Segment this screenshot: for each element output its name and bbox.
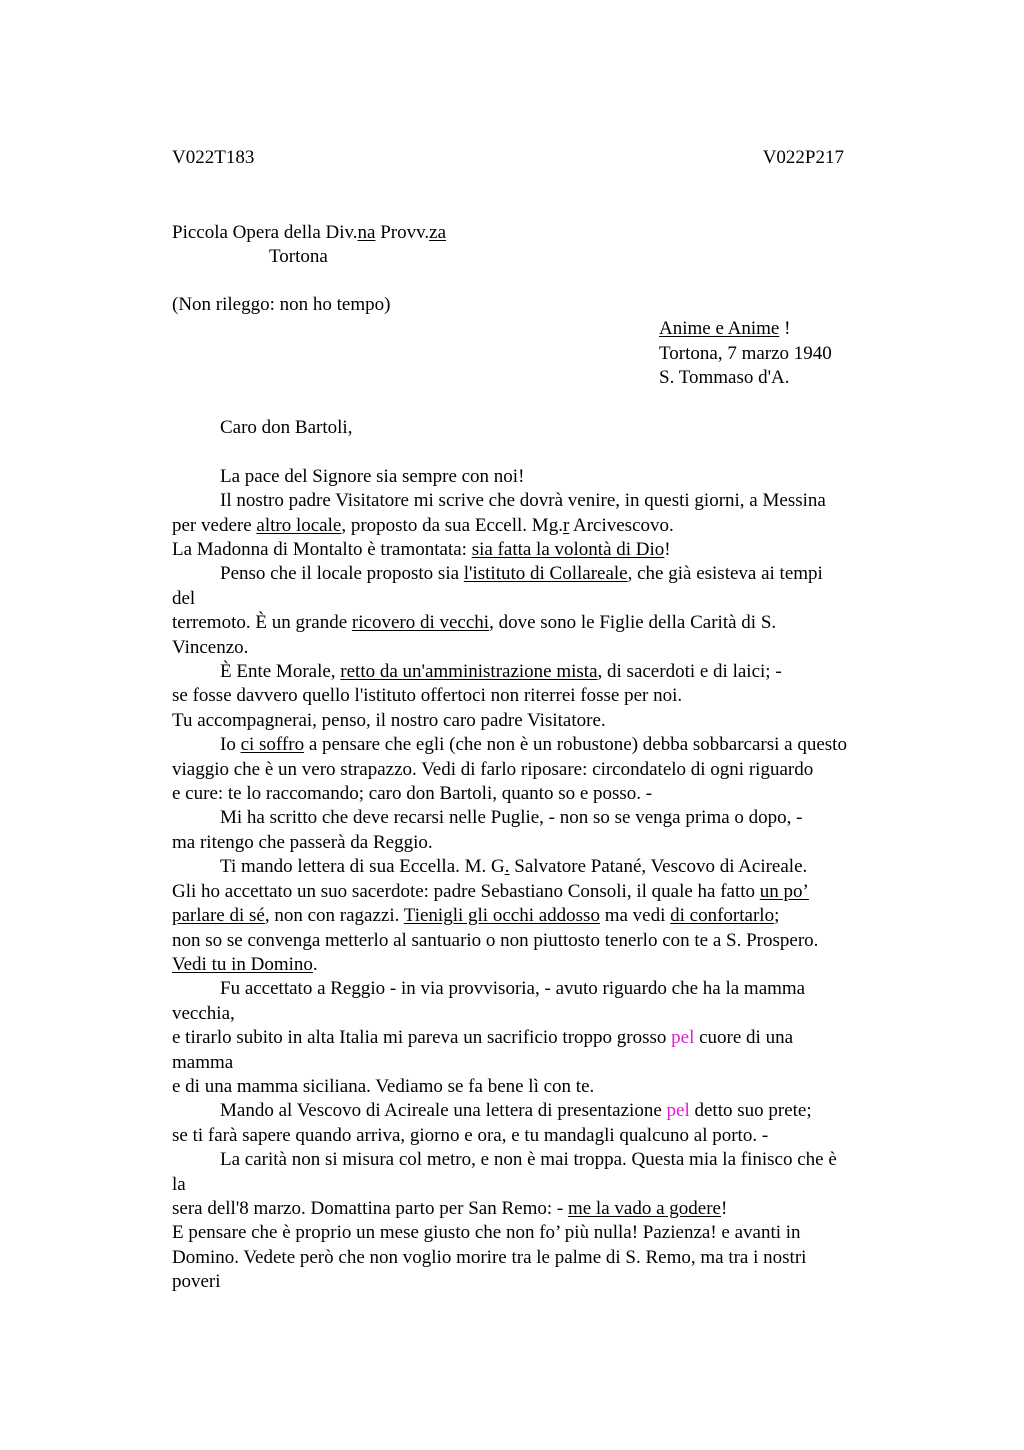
greeting: La pace del Signore sia sempre con noi! (220, 465, 525, 487)
text-line: È Ente Morale, retto da un'amministrazione mista, di sacerdoti e di laici; - (220, 661, 782, 683)
volume-code-left: V022T183 (172, 147, 255, 168)
text-line: sera dell'8 marzo. Domattina parto per San Remo: - me la vado a godere! (172, 1197, 728, 1219)
text-line: e di una mamma siciliana. Vediamo se fa bene lì con te. (172, 1075, 595, 1097)
highlighted-word: pel (666, 1100, 690, 1122)
highlighted-word: pel (671, 1027, 695, 1049)
text-line: La carità non si misura col metro, e non è mai troppa. Questa mia la finisco che è (220, 1149, 837, 1171)
date-block (659, 317, 832, 391)
text-line: ma ritengo che passerà da Reggio. (172, 831, 433, 853)
text-line: Gli ho accettato un suo sacerdote: padre Sebastiano Consoli, il quale ha fatto un po’ (172, 880, 809, 902)
text-line: Mando al Vescovo di Acireale una lettera di presentazione pel detto suo prete; (220, 1100, 812, 1122)
text-line: e tirarlo subito in alta Italia mi pareva un sacrificio troppo grosso pel cuore di una (172, 1027, 794, 1049)
text-line: non so se convenga metterlo al santuario o non piuttosto tenerlo con te a S. Prospero. (172, 929, 819, 951)
text-line: viaggio che è un vero strapazzo. Vedi di farlo riposare: circondatelo di ogni riguardo (172, 758, 814, 780)
text-line: vecchia, (172, 1002, 235, 1024)
text-line: se ti farà sapere quando arriva, giorno e ora, e tu mandagli qualcuno al porto. - (172, 1124, 769, 1146)
text-line: Vincenzo. (172, 636, 249, 658)
text-line: per vedere altro locale, proposto da sua Eccell. Mg.r Arcivescovo. (172, 514, 674, 536)
letter-body (172, 416, 902, 1295)
letterhead-city: Tortona (269, 246, 328, 267)
text-line: se fosse davvero quello l'istituto offertoci non riterrei fosse per noi. (172, 685, 683, 707)
text-line: Tu accompagnerai, penso, il nostro caro padre Visitatore. (172, 709, 606, 731)
text-line: poveri (172, 1271, 221, 1293)
feast-day: S. Tommaso d'A. (659, 367, 790, 388)
text-line: E pensare che è proprio un mese giusto che non fo’ più nulla! Pazienza! e avanti in (172, 1222, 801, 1244)
text-line: Penso che il locale proposto sia l'istituto di Collareale, che già esisteva ai tempi (220, 563, 823, 585)
text-line: Io ci soffro a pensare che egli (che non è un robustone) debba sobbarcarsi a questo (220, 734, 847, 756)
text-line: mamma (172, 1051, 234, 1073)
letterhead (172, 221, 446, 269)
text-line: del (172, 587, 196, 609)
text-line: La Madonna di Montalto è tramontata: sia fatta la volontà di Dio! (172, 539, 671, 561)
text-line: la (172, 1173, 186, 1195)
text-line: e cure: te lo raccomando; caro don Bartoli, quanto so e posso. - (172, 783, 653, 805)
text-line: parlare di sé, non con ragazzi. Tienigli gli occhi addosso ma vedi di confortarlo; (172, 905, 780, 927)
text-line: Mi ha scritto che deve recarsi nelle Puglie, - non so se venga prima o dopo, - (220, 807, 803, 829)
text-line: Il nostro padre Visitatore mi scrive che dovrà venire, in questi giorni, a Messina (220, 490, 826, 512)
motto: Anime e Anime ! (659, 318, 791, 339)
date-line: Tortona, 7 marzo 1940 (659, 342, 832, 364)
text-line: Domino. Vedete però che non voglio morire tra le palme di S. Remo, ma tra i nostri (172, 1246, 807, 1268)
volume-code-right: V022P217 (762, 147, 844, 168)
institution-name: Piccola Opera della Div.na Provv.za (172, 222, 447, 243)
salutation: Caro don Bartoli, (220, 417, 353, 438)
text-line: Fu accettato a Reggio - in via provvisoria, - avuto riguardo che ha la mamma (220, 978, 806, 1000)
text-line: terremoto. È un grande ricovero di vecchi, dove sono le Figlie della Carità di S. (172, 612, 777, 634)
author-note: (Non rileggo: non ho tempo) (172, 294, 391, 315)
text-line: Ti mando lettera di sua Eccella. M. G. Salvatore Patané, Vescovo di Acireale. (220, 856, 808, 878)
text-line: Vedi tu in Domino. (172, 953, 318, 975)
